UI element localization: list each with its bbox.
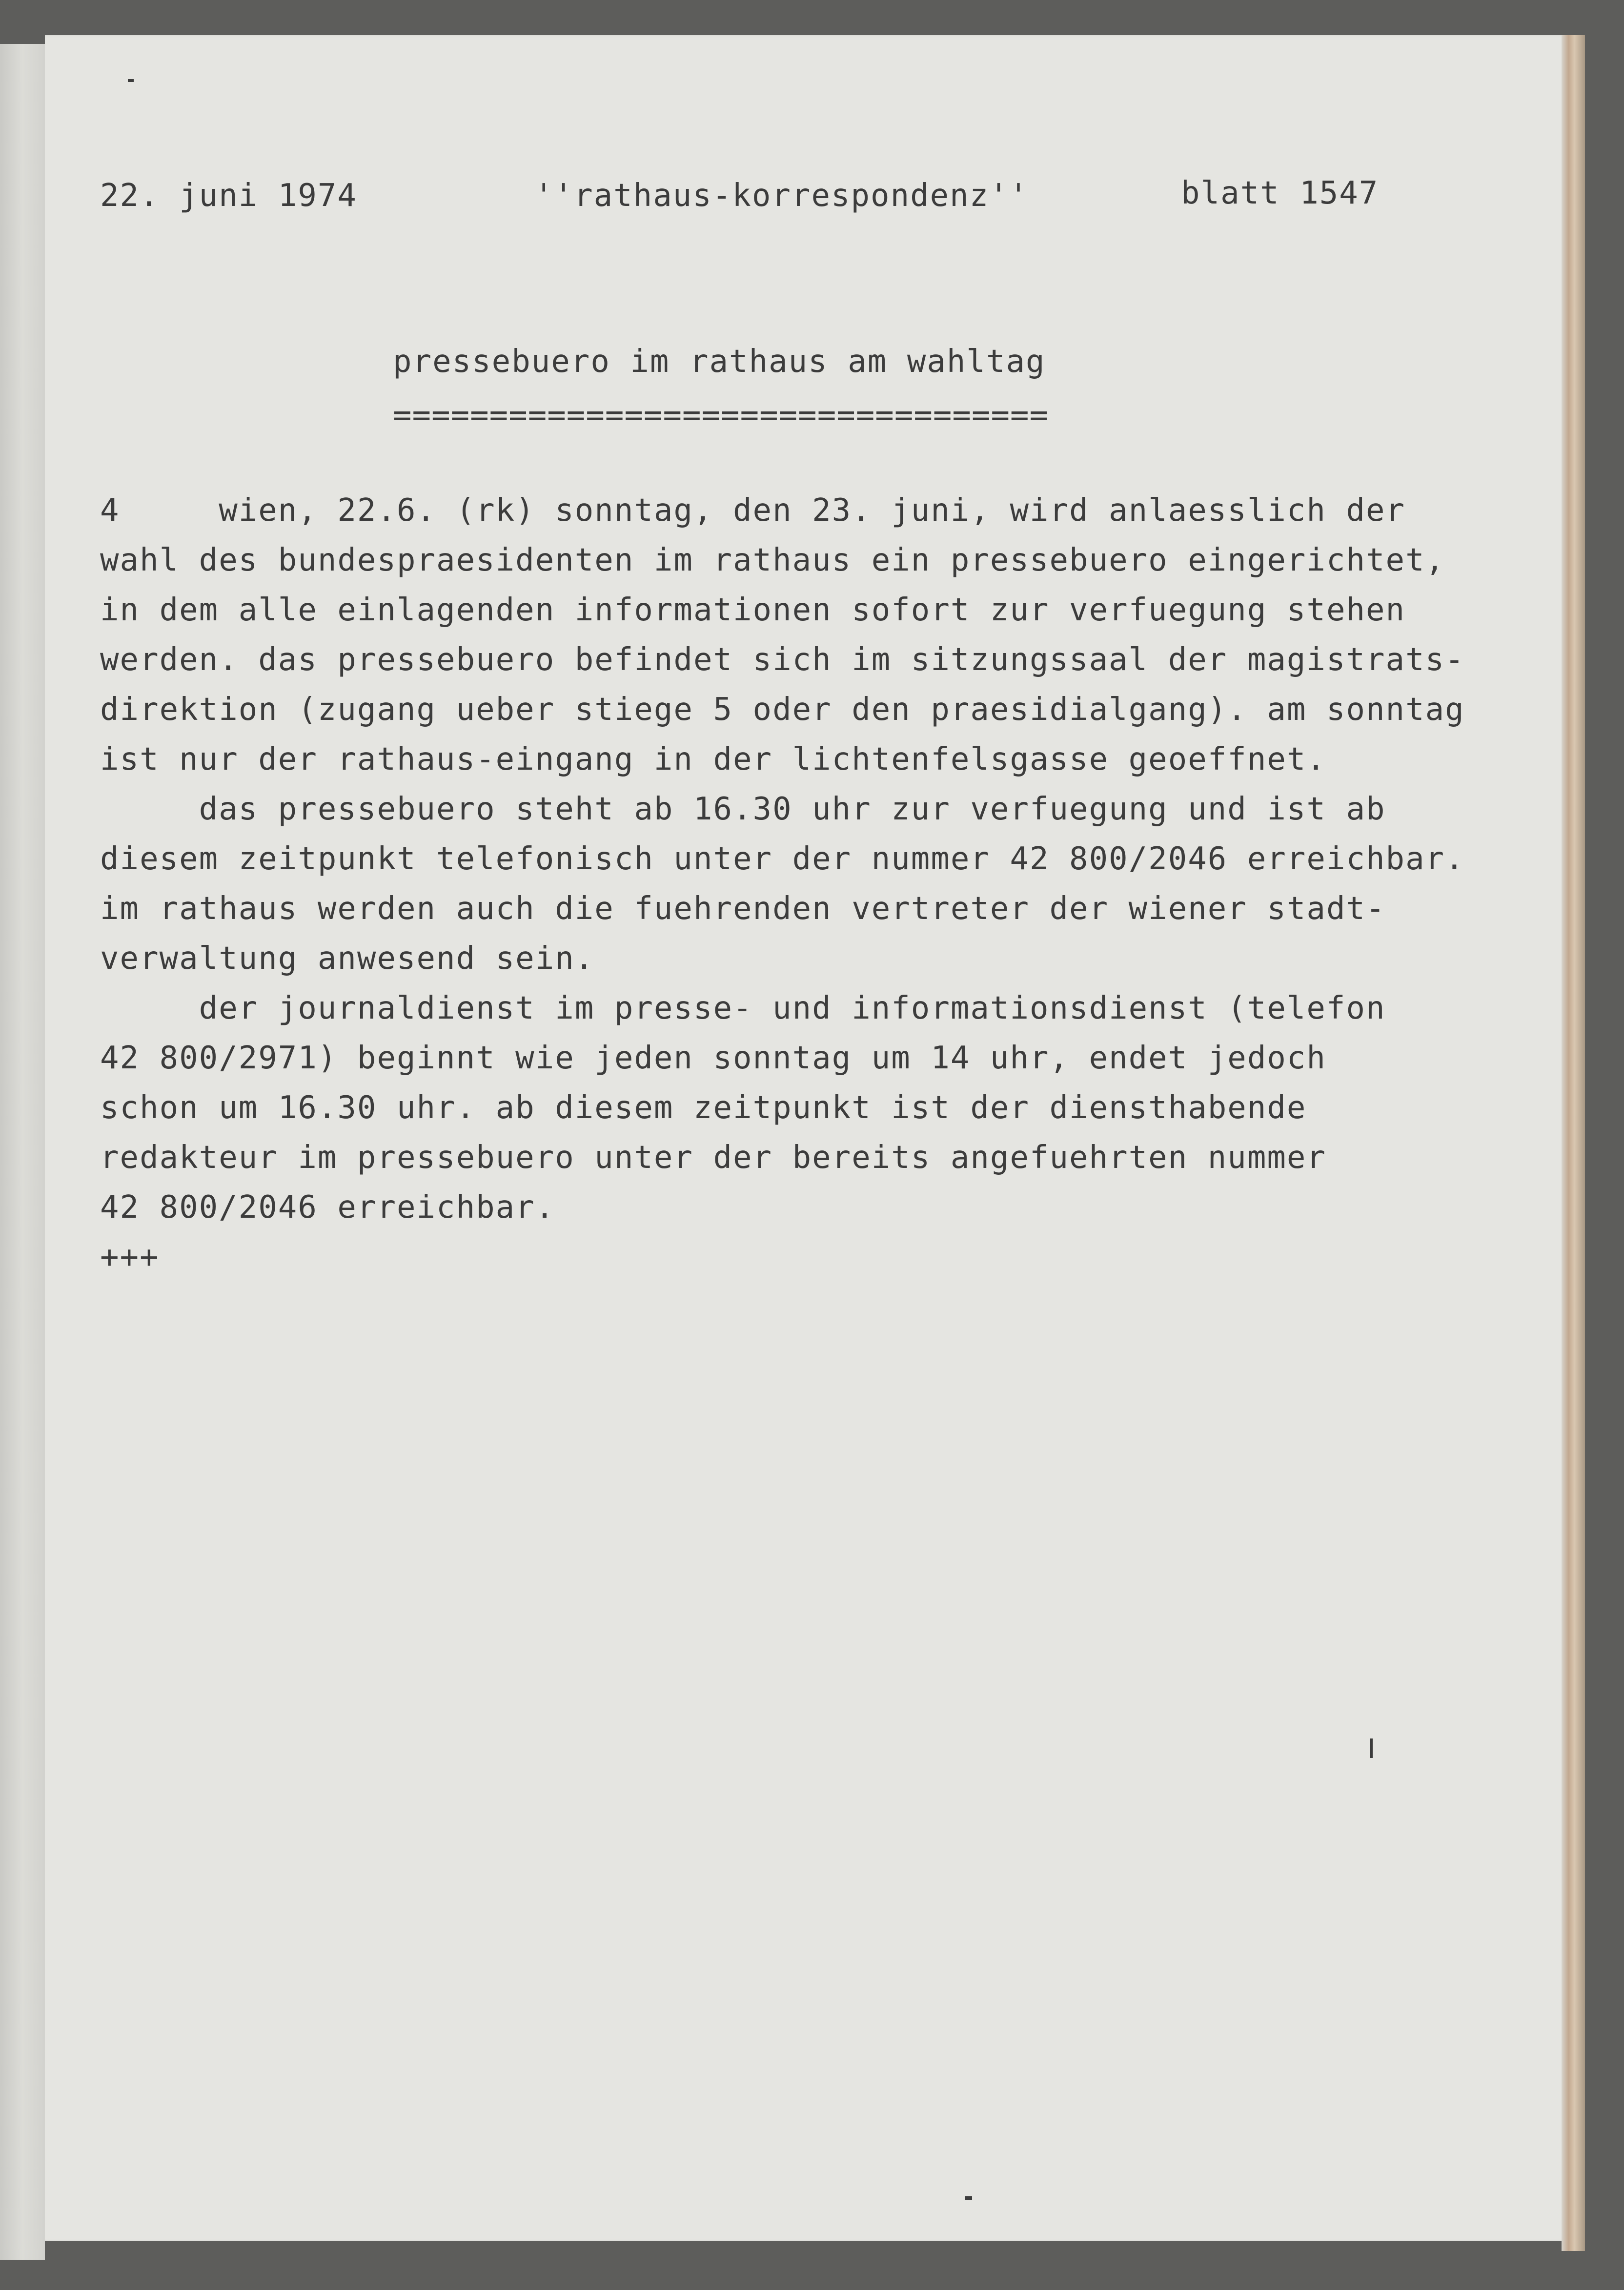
body-line: der journaldienst im presse- und informationsdienst (telefon <box>100 990 1386 1026</box>
body-line: werden. das pressebuero befindet sich im sitzungssaal der magistrats- <box>100 642 1465 678</box>
body-line: in dem alle einlagenden informationen sofort zur verfuegung stehen <box>100 592 1406 628</box>
body-line: 42 800/2971) beginnt wie jeden sonntag um 14 uhr, endet jedoch <box>100 1040 1326 1076</box>
body-line: diesem zeitpunkt telefonisch unter der nummer 42 800/2046 erreichbar. <box>100 841 1465 877</box>
body-line: das pressebuero steht ab 16.30 uhr zur verfuegung und ist ab <box>100 791 1386 827</box>
body-line: schon um 16.30 uhr. ab diesem zeitpunkt ist der diensthabende <box>100 1090 1307 1126</box>
headline-underline: ================================== <box>393 397 1049 433</box>
left-page-edge <box>0 44 45 2260</box>
header-sheet-number: blatt 1547 <box>1181 175 1379 211</box>
body-line: im rathaus werden auch die fuehrenden vertreter der wiener stadt- <box>100 891 1386 927</box>
body-line: ist nur der rathaus-eingang in der lichtenfelsgasse geoeffnet. <box>100 741 1326 777</box>
stray-ink-mark <box>128 79 134 82</box>
stray-ink-mark <box>1370 1738 1373 1758</box>
body-line: wahl des bundespraesidenten im rathaus ein pressebuero eingerichtet, <box>100 542 1445 578</box>
body-text <box>100 486 1465 1282</box>
body-line: 4 wien, 22.6. (rk) sonntag, den 23. juni, wird anlaesslich der <box>100 492 1406 529</box>
body-line: redakteur im pressebuero unter der bereits angefuehrten nummer <box>100 1140 1326 1176</box>
header-publication: ''rathaus-korrespondenz'' <box>534 178 1029 214</box>
page-edge-stack <box>1562 35 1585 2251</box>
body-line: direktion (zugang ueber stiege 5 oder den praesidialgang). am sonntag <box>100 692 1465 728</box>
body-line: 42 800/2046 erreichbar. <box>100 1189 555 1226</box>
header-date: 22. juni 1974 <box>100 178 357 214</box>
body-line: +++ <box>100 1239 160 1275</box>
body-line: verwaltung anwesend sein. <box>100 941 595 977</box>
headline: pressebuero im rathaus am wahltag <box>393 344 1046 380</box>
stray-ink-mark <box>965 2196 972 2200</box>
